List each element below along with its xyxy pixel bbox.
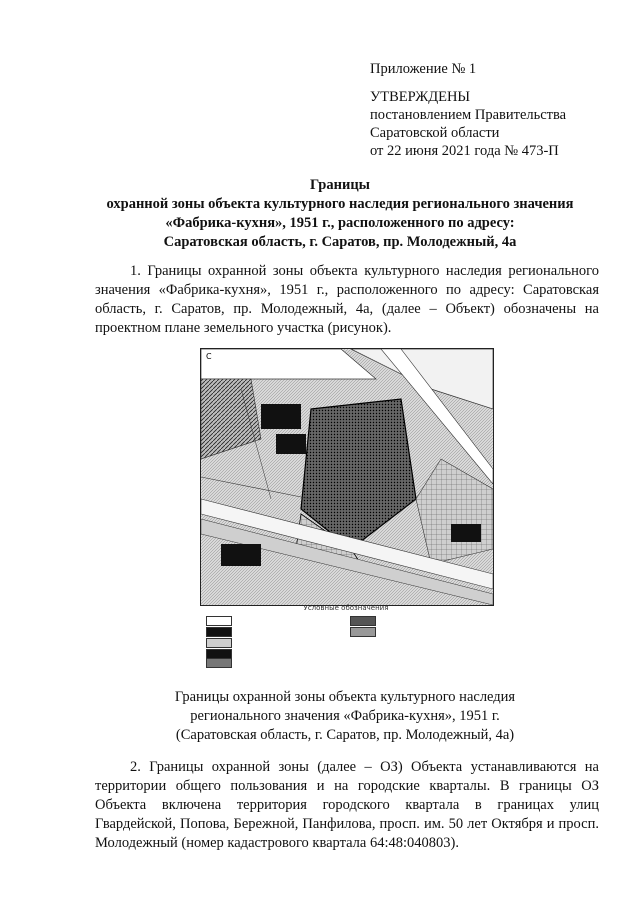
- legend-swatch-7: [350, 627, 376, 637]
- map-building-4: [221, 544, 261, 566]
- approval-line-2: Саратовской области: [370, 125, 500, 141]
- map-building-2: [276, 434, 306, 454]
- approval-line-1: постановлением Правительства: [370, 107, 567, 123]
- title-line-4: Саратовская область, г. Саратов, пр. Молодежный, 4а: [163, 234, 517, 250]
- legend-title: Условные обозначения: [303, 604, 389, 612]
- approved-heading: УТВЕРЖДЕНЫ: [370, 89, 471, 105]
- legend-swatch-2: [206, 627, 232, 637]
- caption-line-1: Границы охранной зоны объекта культурного наследия: [174, 689, 516, 705]
- title-line-2: охранной зоны объекта культурного наследия регионального значения: [106, 196, 574, 212]
- map-building-1: [261, 404, 301, 429]
- site-plan-map: [200, 348, 494, 606]
- approval-block: [370, 60, 620, 160]
- legend-swatch-3: [206, 638, 232, 648]
- legend-swatch-5: [206, 658, 232, 668]
- figure-caption: [100, 688, 590, 745]
- document-title: [60, 176, 620, 252]
- legend-swatch-6: [350, 616, 376, 626]
- title-line-3: «Фабрика-кухня», 1951 г., расположенного по адресу:: [165, 215, 515, 231]
- approval-line-3: от 22 июня 2021 года № 473-П: [370, 143, 559, 159]
- north-label: С: [206, 352, 212, 361]
- map-building-3: [451, 524, 481, 542]
- caption-line-3: (Саратовская область, г. Саратов, пр. Молодежный, 4а): [175, 727, 515, 743]
- caption-line-2: регионального значения «Фабрика-кухня», 1951 г.: [190, 708, 500, 724]
- appendix-number: Приложение № 1: [370, 61, 477, 77]
- map-legend: [200, 604, 492, 666]
- paragraph-2: 2. Границы охранной зоны (далее – ОЗ) Объекта устанавливаются на территории общего пользования и на городские кварталы. В границы ОЗ Объекта включена территория городского квартала в границах улиц Гвардейской, Попова, Бережной, Панфилова, просп. им. 50 лет Октября и просп. Молодежный (номер кадастрового квартала 64:48:040803).: [95, 759, 599, 851]
- title-line-1: Границы: [309, 177, 370, 193]
- paragraph-1: 1. Границы охранной зоны объекта культурного наследия регионального значения «Фабрика-кухня», 1951 г., расположенного по адресу: Саратовская область, г. Саратов, пр. Молодежный, 4а, (далее – Объект) обозначены на проектном плане земельного участка (рисунок).: [95, 263, 599, 336]
- site-plan-drawing: [201, 349, 493, 605]
- legend-swatch-1: [206, 616, 232, 626]
